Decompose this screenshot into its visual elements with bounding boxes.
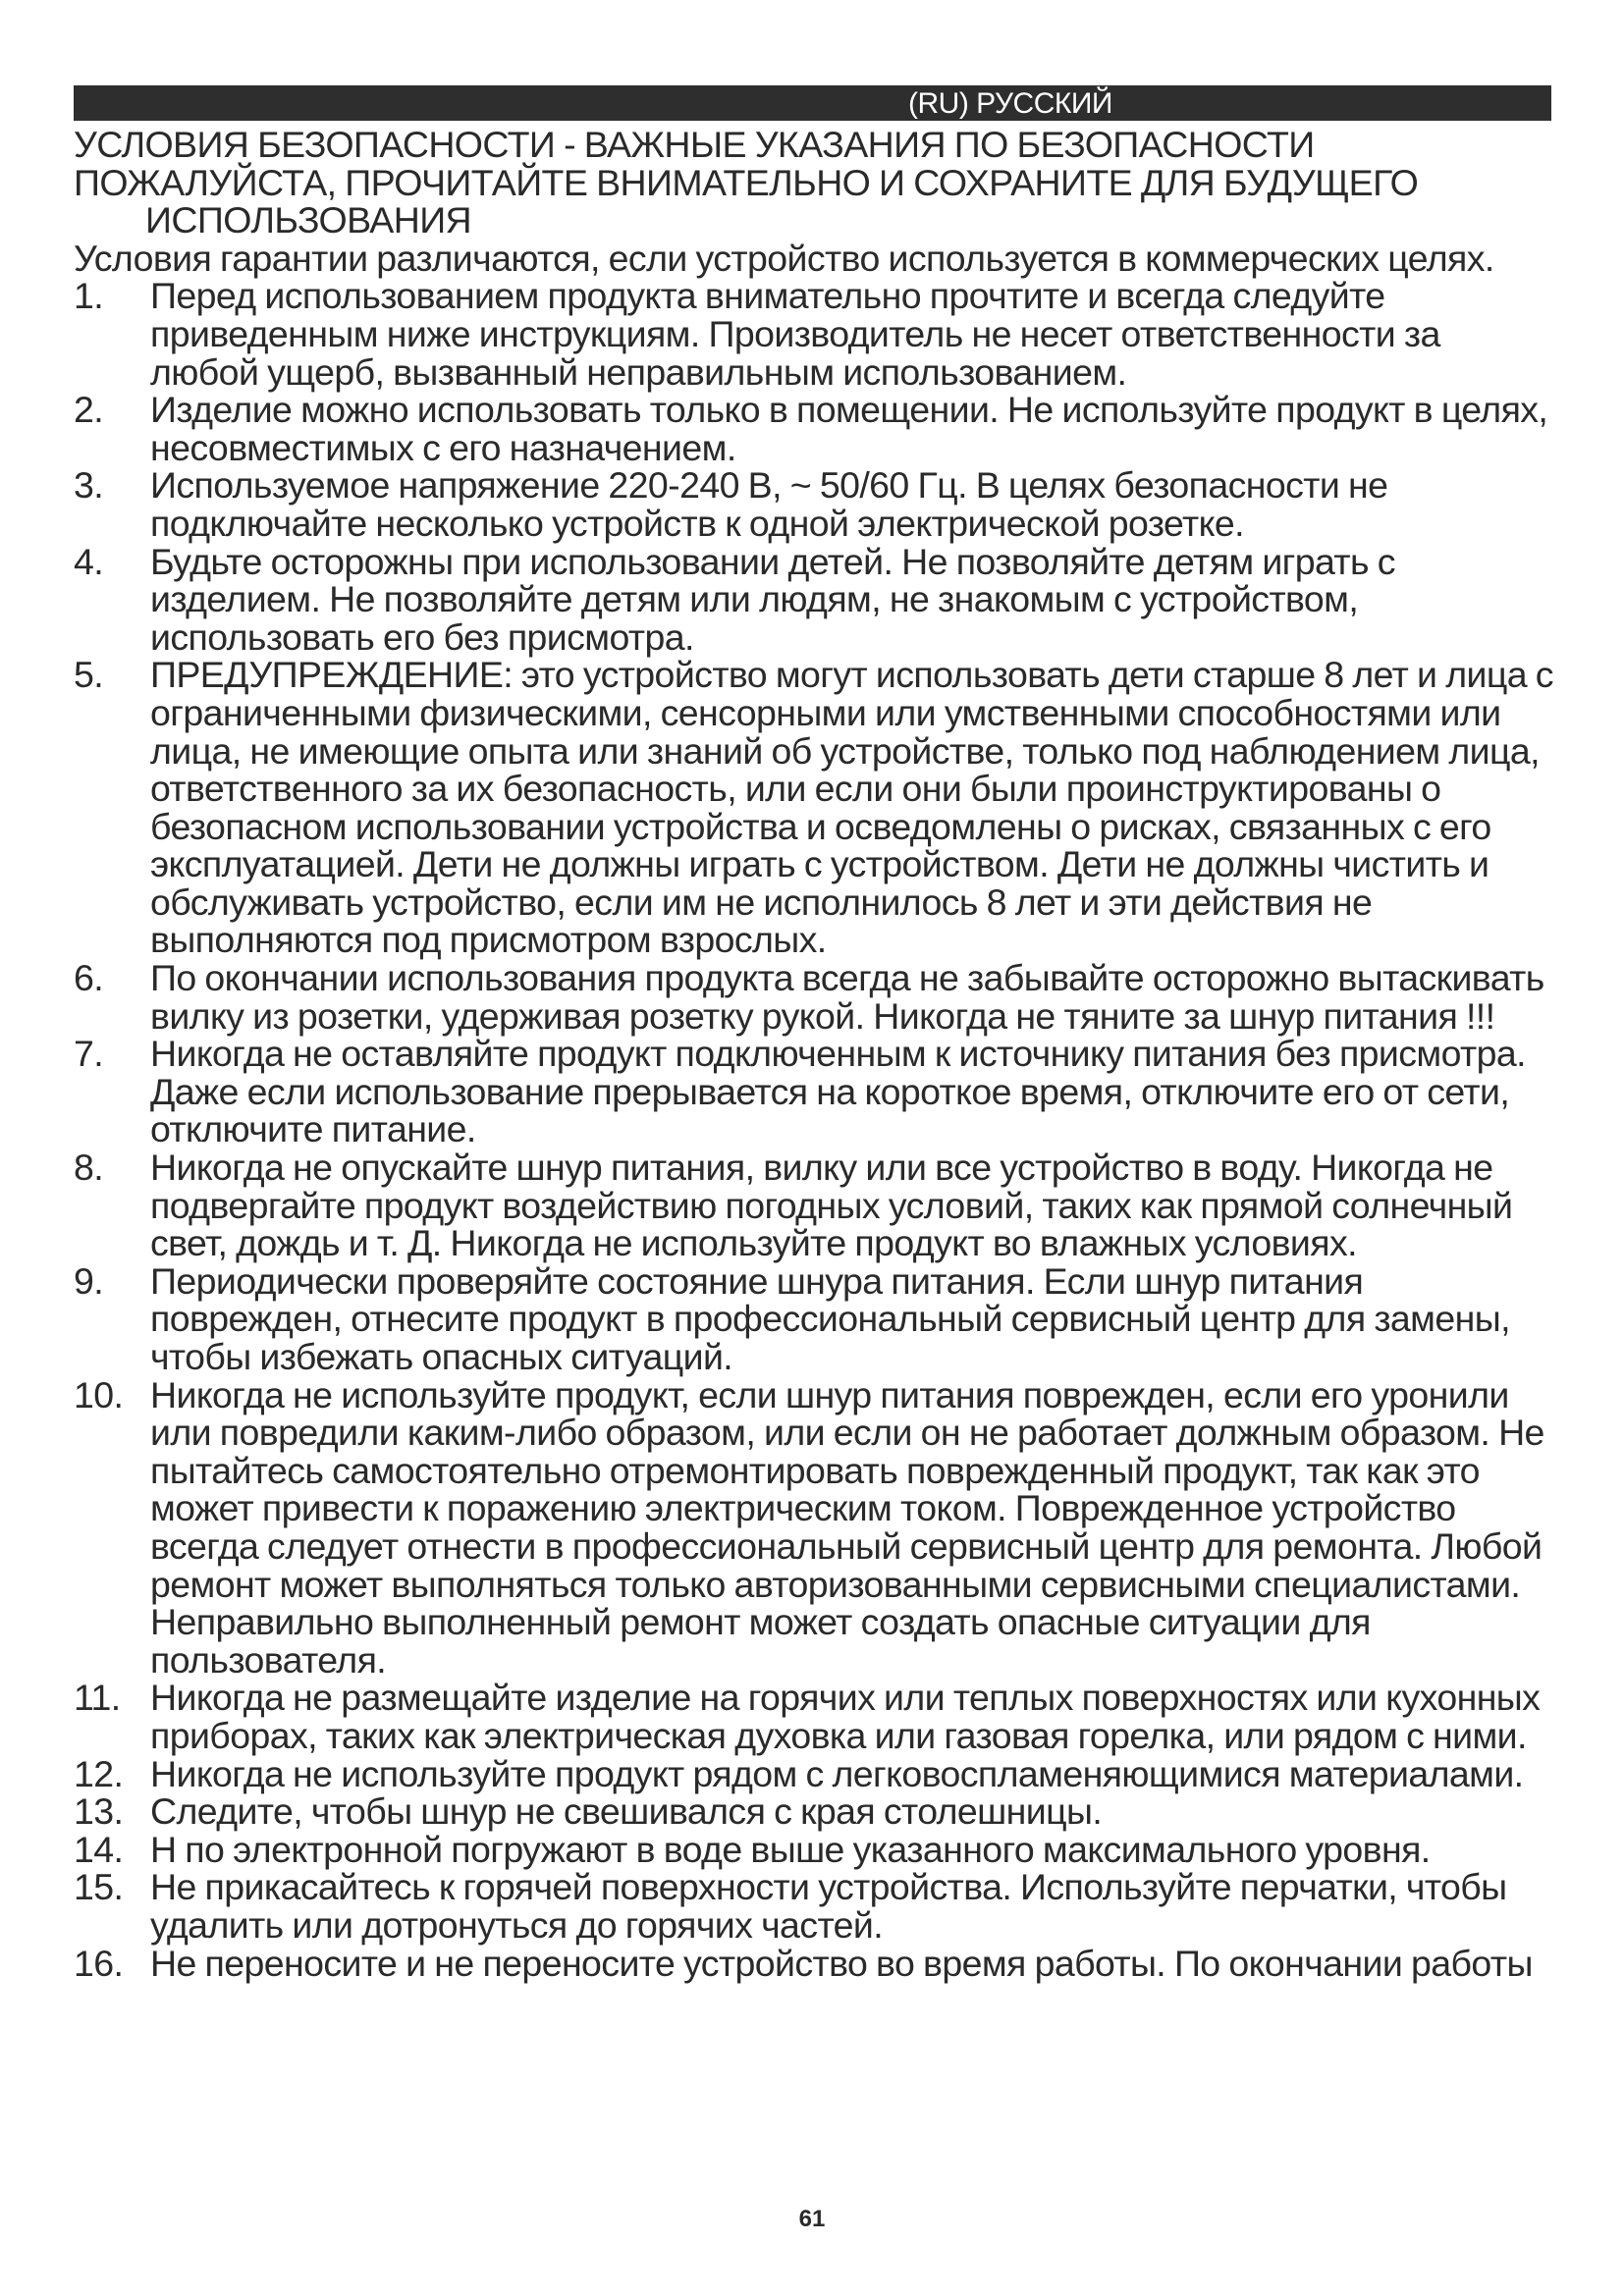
list-item [74,1828,1556,1870]
list-item [74,1035,1556,1148]
item-text: ПРЕДУПРЕЖДЕНИЕ: это устройство могут использовать дети старше 8 лет и лица с ограниченными физическими, сенсорными или умственными способностями или лица, не имеющие опыта или знаний об устройстве, только под наблюдением лица, ответственного за их безопасность, или если они были проинструктированы о безопасном использовании устройства и осведомлены о рисках, связанных с его эксплуатацией. Дети не должны играть с устройством. Дети не должны чистить и обслуживать устройство, если им не исполнилось 8 лет и эти действия не выполняются под присмотром взрослых. [150,654,1553,961]
item-number: 5. [74,654,104,696]
safety-instructions-list [74,277,1556,1982]
list-item [74,1373,1556,1681]
item-number: 3. [74,464,104,507]
item-text: Никогда не оставляйте продукт подключенным к источнику питания без присмотра. Даже если использование прерывается на короткое время, отключите его от сети, отключите питание. [150,1033,1526,1150]
item-text: Никогда не используйте продукт, если шнур питания поврежден, если его уронили или повредили каким-либо образом, или если он не работает должным образом. Не пытайтесь самостоятельно отремонтировать поврежденный продукт, так как это может привести к поражению электрическим током. Поврежденное устройство всегда следует отнести в профессиональный сервисный центр для ремонта. Любой ремонт может выполняться только авторизованными сервисными специалистами. Неправильно выполненный ремонт может создать опасные ситуации для пользователя. [150,1373,1544,1681]
item-text: Будьте осторожны при использовании детей. Не позволяйте детям играть с изделием. Не позволяйте детям или людям, не знакомым с устройством, использовать его без присмотра. [150,540,1395,658]
page-number: 61 [798,2206,826,2232]
item-text: Следите, чтобы шнур не свешивался с края столешницы. [150,1790,1103,1833]
safety-title: УСЛОВИЯ БЕЗОПАСНОСТИ - ВАЖНЫЕ УКАЗАНИЯ ПО БЕЗОПАСНОСТИ [74,124,1315,165]
list-item [74,959,1556,1035]
item-number: 16. [74,1942,124,1984]
language-label: (RU) РУССКИЙ [908,87,1112,120]
item-number: 1. [74,275,104,317]
item-text: Не прикасайтесь к горячей поверхности устройства. Используйте перчатки, чтобы удалить или дотронуться до горячих частей. [150,1866,1507,1946]
item-number: 2. [74,389,104,431]
safety-subtitle: ПОЖАЛУЙСТА, ПРОЧИТАЙТЕ ВНИМАТЕЛЬНО И СОХРАНИТЕ ДЛЯ БУДУЩЕГО ИСПОЛЬЗОВАНИЯ [74,161,1419,241]
item-number: 8. [74,1147,104,1189]
list-item [74,1148,1556,1262]
item-number: 15. [74,1866,124,1908]
item-number: 6. [74,957,104,999]
item-text: Никогда не размещайте изделие на горячих или теплых поверхностях или кухонных приборах, таких как электрическая духовка или газовая горелка, или рядом с ними. [150,1677,1541,1756]
list-item [74,540,1556,658]
list-item [74,1679,1556,1754]
list-item [74,277,1556,391]
list-item [74,1752,1556,1794]
list-item [74,1868,1556,1944]
item-number: 12. [74,1752,124,1794]
item-number: 7. [74,1033,104,1075]
language-header-bar [74,85,1551,121]
document-body [74,126,1556,1982]
item-number: 4. [74,540,104,582]
list-item [74,391,1556,466]
item-text: Не переносите и не переносите устройство во время работы. По окончании работы [150,1942,1533,1984]
item-text: Н по электронной погружают в воде выше указанного максимального уровня. [150,1828,1431,1870]
item-text: Периодически проверяйте состояние шнура питания. Если шнур питания поврежден, отнесите продукт в профессиональный сервисный центр для замены, чтобы избежать опасных ситуаций. [150,1259,1510,1377]
item-text: Никогда не опускайте шнур питания, вилку или все устройство в воду. Никогда не подвергайте продукт воздействию погодных условий, таких как прямой солнечный свет, дождь и т. Д. Никогда не используйте продукт во влажных условиях. [150,1147,1513,1264]
list-item [74,1792,1556,1831]
item-number: 14. [74,1828,124,1870]
list-item [74,1259,1556,1377]
item-text: Никогда не используйте продукт рядом с легковоспламеняющимися материалами. [150,1752,1524,1794]
item-number: 11. [74,1677,121,1719]
list-item [74,656,1556,959]
item-text: Изделие можно использовать только в помещении. Не используйте продукт в целях, несовместимых с его назначением. [150,389,1548,468]
item-text: Перед использованием продукта внимательно прочтите и всегда следуйте приведенным ниже инструкциям. Производитель не несет ответственности за любой ущерб, вызванный неправильным использованием. [150,275,1440,393]
list-item [74,466,1556,542]
item-number: 10. [74,1373,124,1415]
item-text: По окончании использования продукта всегда не забывайте осторожно вытаскивать вилку из розетки, удерживая розетку рукой. Никогда не тяните за шнур питания !!! [150,957,1544,1037]
item-text: Используемое напряжение 220-240 В, ~ 50/60 Гц. В целях безопасности не подключайте несколько устройств к одной электрической розетке. [150,464,1388,544]
warranty-intro: Условия гарантии различаются, если устройство используется в коммерческих целях. [74,237,1494,279]
item-number: 13. [74,1790,124,1833]
list-item [74,1942,1556,1984]
item-number: 9. [74,1259,104,1302]
